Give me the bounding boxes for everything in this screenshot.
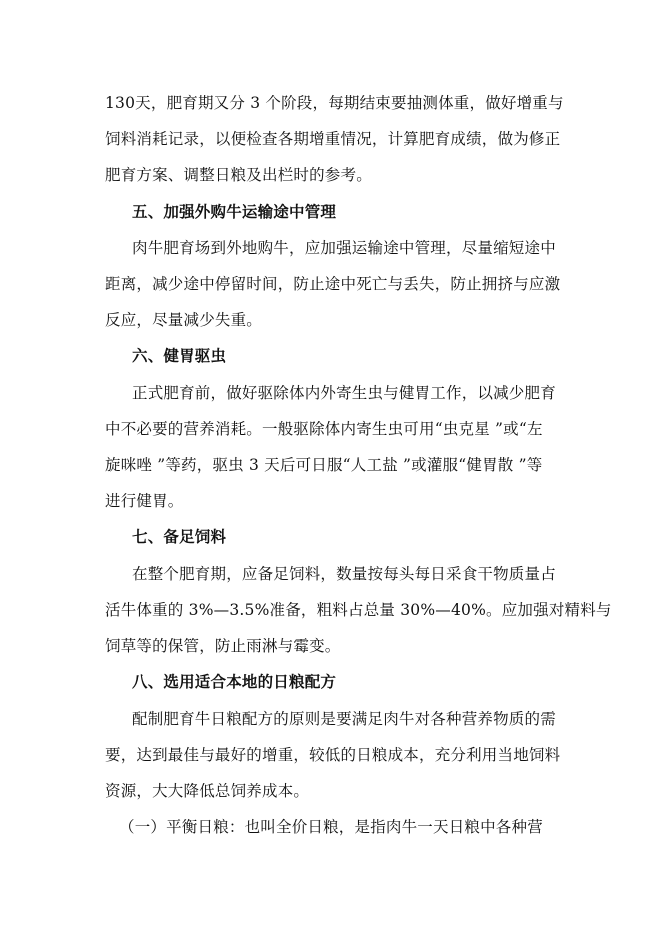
paragraph-line: 在整个肥育期，应备足饲料，数量按每头每日采食干物质量占 bbox=[132, 565, 556, 583]
paragraph-line: 配制肥育牛日粮配方的原则是要满足肉牛对各种营养物质的需 bbox=[132, 710, 556, 728]
paragraph-line: 正式肥育前，做好驱除体内外寄生虫与健胃工作，以减少肥育 bbox=[132, 384, 556, 402]
paragraph-line: 饲料消耗记录，以便检查各期增重情况，计算肥育成绩，做为修正 bbox=[105, 130, 561, 148]
paragraph-line: 旋咪唑 ”等药，驱虫 3 天后可日服“人工盐 ”或灌服“健胃散 ”等 bbox=[105, 456, 543, 474]
paragraph-line: （一）平衡日粮：也叫全价日粮，是指肉牛一天日粮中各种营 bbox=[119, 818, 543, 836]
paragraph-line: 要，达到最佳与最好的增重，较低的日粮成本，充分利用当地饲料 bbox=[105, 746, 561, 764]
paragraph-line: 肥育方案、调整日粮及出栏时的参考。 bbox=[105, 166, 372, 184]
paragraph-line: 130天，肥育期又分 3 个阶段，每期结束要抽测体重，做好增重与 bbox=[105, 94, 564, 112]
paragraph-line: 资源，大大降低总饲养成本。 bbox=[105, 782, 310, 800]
section-heading: 七、备足饲料 bbox=[132, 527, 227, 546]
paragraph-line: 活牛体重的 3%—3.5%准备，粗料占总量 30%—40%。应加强对精料与 bbox=[105, 601, 612, 619]
paragraph-line: 距离，减少途中停留时间，防止途中死亡与丢失，防止拥挤与应激 bbox=[105, 275, 561, 293]
paragraph-line: 进行健胃。 bbox=[105, 492, 184, 510]
paragraph-line: 反应，尽量减少失重。 bbox=[105, 311, 263, 329]
paragraph-line: 饲草等的保管，防止雨淋与霉变。 bbox=[105, 637, 341, 655]
paragraph-line: 中不必要的营养消耗。一般驱除体内寄生虫可用“虫克星 ”或“左 bbox=[105, 420, 543, 438]
paragraph-line: 肉牛肥育场到外地购牛，应加强运输途中管理，尽量缩短途中 bbox=[132, 239, 556, 257]
section-heading: 五、加强外购牛运输途中管理 bbox=[132, 202, 337, 221]
section-heading: 六、健胃驱虫 bbox=[132, 346, 227, 365]
section-heading: 八、选用适合本地的日粮配方 bbox=[132, 672, 337, 691]
